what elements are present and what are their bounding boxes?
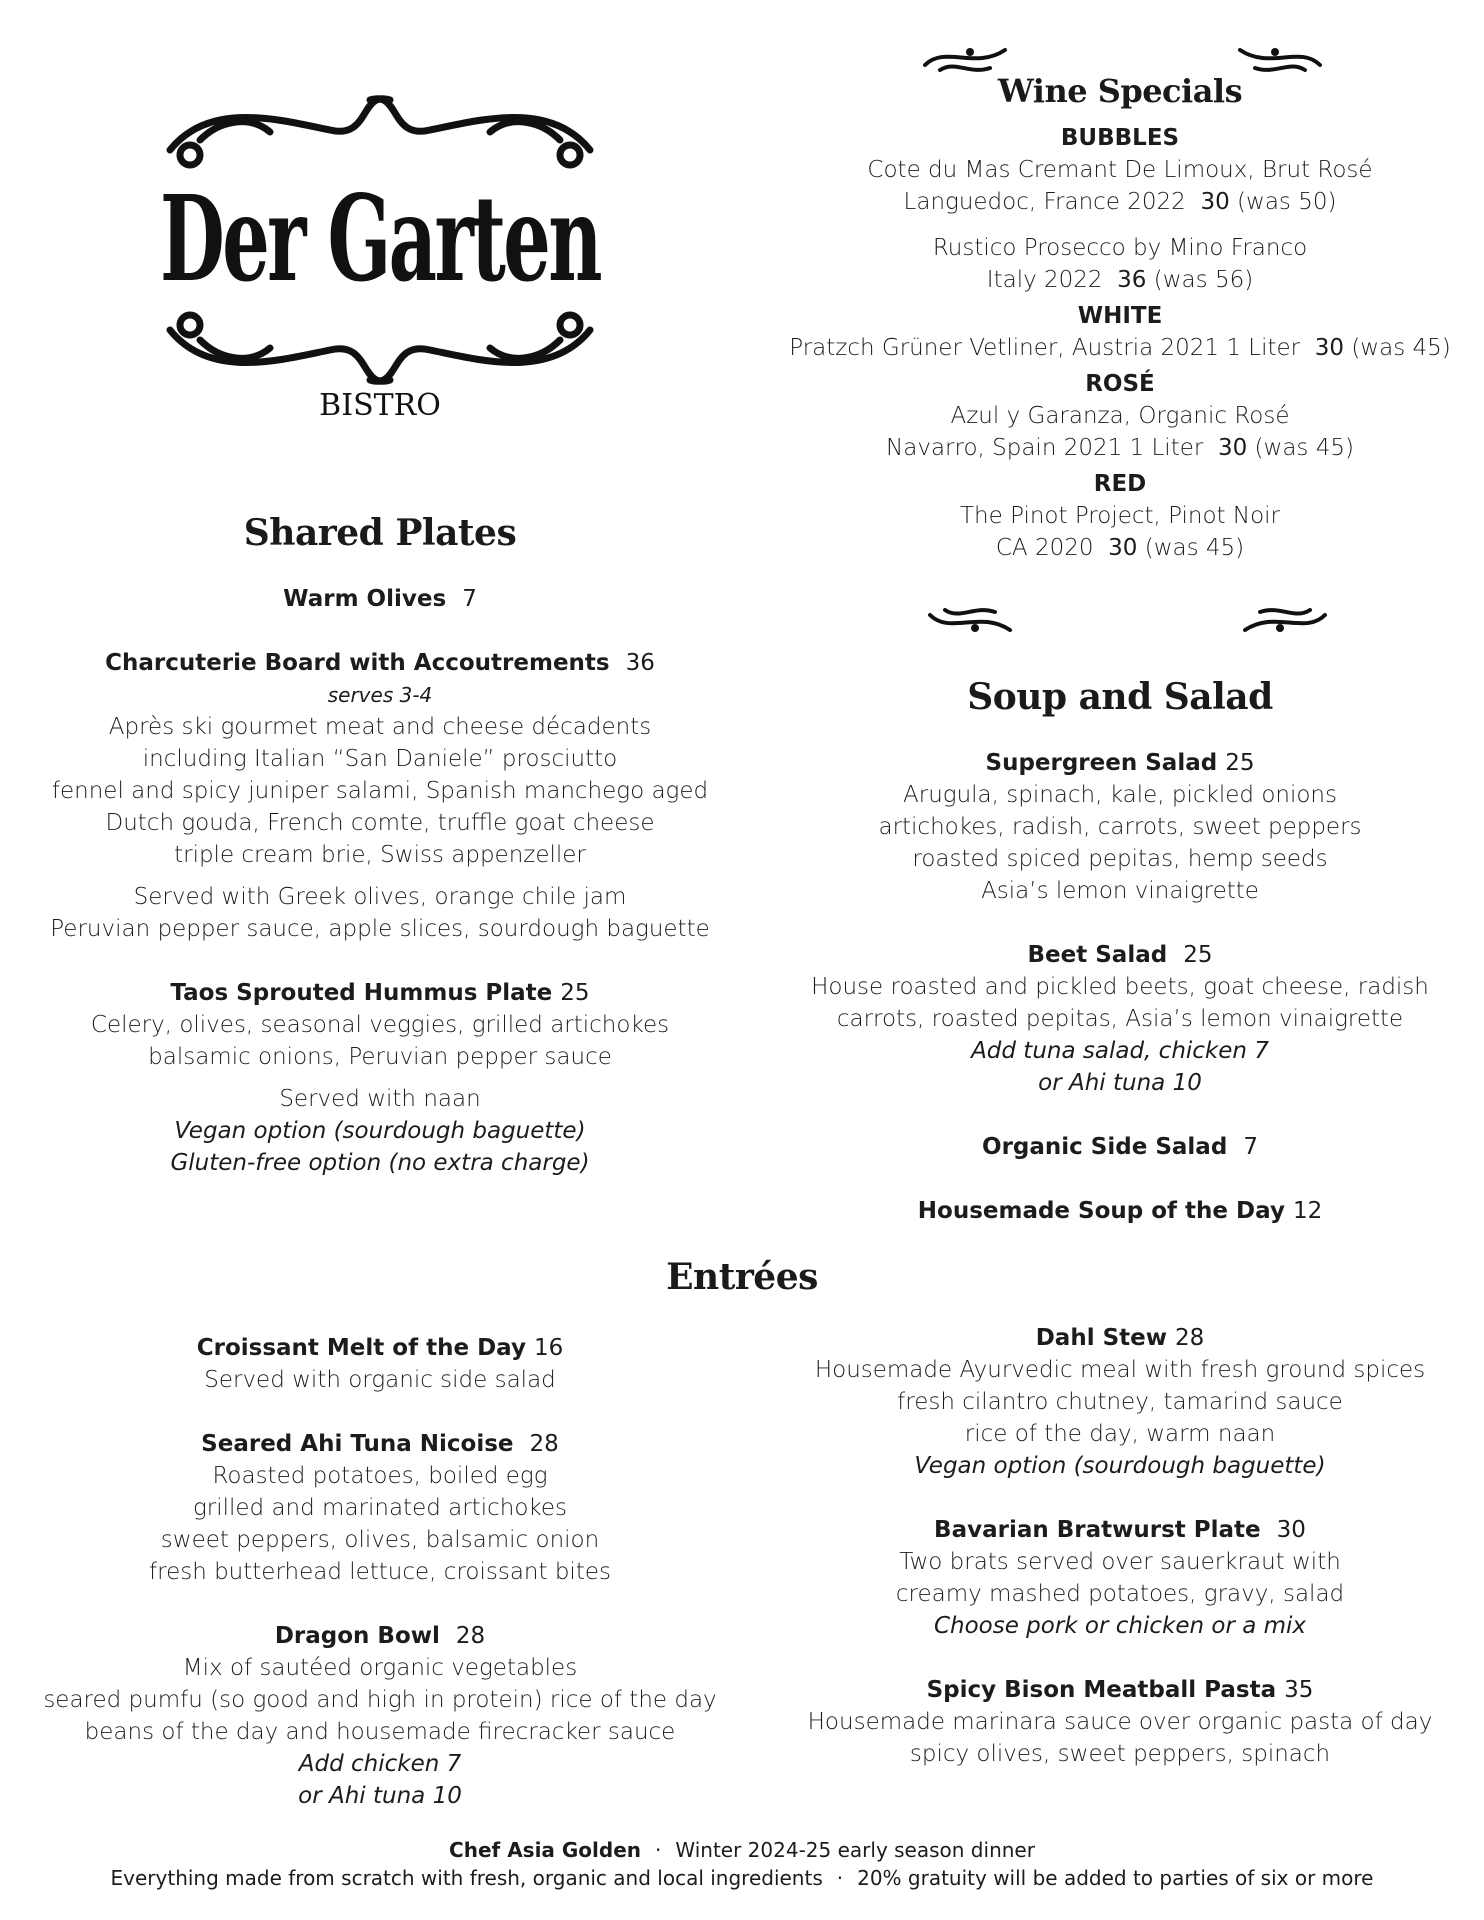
item-name: Dahl Stew — [1035, 1325, 1167, 1351]
shared-plates-title: Shared Plates — [243, 512, 517, 554]
soup-and-salad — [780, 672, 1460, 1259]
wine-line: Azul y Garanza, Organic Rosé — [950, 403, 1290, 429]
item-desc: roasted spiced pepitas, hemp seeds — [912, 846, 1328, 872]
item-name: Bavarian Bratwurst Plate — [934, 1517, 1261, 1543]
wine-red — [780, 468, 1460, 564]
item-desc: carrots, roasted pepitas, Asia’s lemon vinaigrette — [836, 1006, 1404, 1032]
menu-item-supergreen — [780, 747, 1460, 907]
item-price: 16 — [533, 1335, 564, 1361]
item-name: Spicy Bison Meatball Pasta — [926, 1677, 1277, 1703]
item-price: 7 — [1243, 1134, 1258, 1160]
item-add: or Ahi tuna 10 — [1038, 1070, 1202, 1096]
item-name: Beet Salad — [1027, 942, 1168, 968]
item-price: 36 — [625, 650, 655, 676]
item-desc: Two brats served over sauerkraut with — [899, 1549, 1341, 1575]
item-add: Add chicken 7 — [298, 1751, 462, 1777]
wine-line: The Pinot Project, Pinot Noir — [960, 503, 1280, 529]
wine-line: Italy 2022 — [986, 267, 1103, 293]
wine-was-price: (was 45) — [1254, 435, 1354, 461]
season-note: Winter 2024-25 early season dinner — [675, 1838, 1035, 1862]
item-desc: fresh butterhead lettuce, croissant bites — [149, 1559, 611, 1585]
item-desc: Housemade Ayurvedic meal with fresh ground spices — [814, 1357, 1426, 1383]
wine-specials — [780, 70, 1460, 568]
item-price: 7 — [462, 586, 477, 612]
entrees-right — [780, 1322, 1460, 1802]
wine-price: 30 — [1217, 435, 1248, 461]
logo-subtitle: BISTRO — [319, 388, 441, 423]
wine-line: Languedoc, France 2022 — [903, 189, 1186, 215]
item-name: Seared Ahi Tuna Nicoise — [201, 1431, 514, 1457]
chef-name: Chef Asia Golden — [449, 1838, 642, 1862]
item-price: 28 — [1175, 1325, 1205, 1351]
separator: · — [655, 1838, 662, 1862]
item-desc: Celery, olives, seasonal veggies, grilled artichokes — [90, 1012, 670, 1038]
item-name: Dragon Bowl — [274, 1623, 440, 1649]
flourish-left-icon — [925, 600, 1015, 640]
item-served: Served with Greek olives, orange chile jam — [133, 884, 627, 910]
item-desc: rice of the day, warm naan — [964, 1421, 1276, 1447]
item-option: Vegan option (sourdough baguette) — [914, 1453, 1326, 1479]
item-desc: artichokes, radish, carrots, sweet peppers — [878, 814, 1362, 840]
item-price: 25 — [560, 980, 590, 1006]
item-option: Vegan option (sourdough baguette) — [174, 1118, 586, 1144]
gratuity-note: 20% gratuity will be added to parties of six or more — [857, 1866, 1374, 1890]
item-add: or Ahi tuna 10 — [298, 1783, 462, 1809]
menu-item-croissant-melt — [40, 1332, 720, 1396]
wine-line: CA 2020 — [995, 535, 1094, 561]
wine-heading: WHITE — [1077, 303, 1163, 329]
logo-ornament-icon — [130, 60, 630, 440]
item-price: 28 — [529, 1431, 559, 1457]
item-name: Taos Sprouted Hummus Plate — [170, 980, 553, 1006]
wine-line: Rustico Prosecco by Mino Franco — [932, 235, 1308, 261]
wine-line: Cote du Mas Cremant De Limoux, Brut Rosé — [867, 157, 1373, 183]
item-serves: serves 3-4 — [327, 683, 433, 707]
scratch-note: Everything made from scratch with fresh, organic and local ingredients — [110, 1866, 823, 1890]
flourish-right-icon — [1240, 600, 1330, 640]
wine-prosecco — [780, 232, 1460, 296]
menu-item-warm-olives — [40, 583, 720, 615]
wine-was-price: (was 56) — [1153, 267, 1254, 293]
item-price: 35 — [1284, 1677, 1314, 1703]
item-price: 28 — [455, 1623, 486, 1649]
menu-item-beet-salad — [780, 939, 1460, 1099]
item-desc: fennel and spicy juniper salami, Spanish manchego aged — [51, 778, 709, 804]
wine-white — [780, 300, 1460, 364]
wine-bubbles — [780, 122, 1460, 218]
wine-heading: ROSÉ — [1085, 371, 1155, 397]
item-desc: including Italian “San Daniele” prosciutto — [142, 746, 618, 772]
wine-price: 30 — [1200, 189, 1230, 215]
item-name: Supergreen Salad — [985, 750, 1218, 776]
item-desc: sweet peppers, olives, balsamic onion — [160, 1527, 600, 1553]
item-price: 12 — [1292, 1198, 1323, 1224]
item-option: Choose pork or chicken or a mix — [933, 1613, 1307, 1639]
item-name: Croissant Melt of the Day — [196, 1335, 526, 1361]
menu-item-dragon-bowl — [40, 1620, 720, 1812]
item-name: Charcuterie Board with Accoutrements — [105, 650, 610, 676]
wine-specials-title: Wine Specials — [997, 72, 1243, 110]
wine-was-price: (was 45) — [1144, 535, 1245, 561]
item-desc: Roasted potatoes, boiled egg — [212, 1463, 548, 1489]
entrees-left — [40, 1332, 720, 1844]
menu-item-dahl-stew — [780, 1322, 1460, 1482]
item-desc: beans of the day and housemade firecracker sauce — [84, 1719, 676, 1745]
separator: · — [836, 1866, 844, 1890]
der-garten-logo — [130, 60, 630, 440]
item-desc: creamy mashed potatoes, gravy, salad — [895, 1581, 1345, 1607]
wine-heading: BUBBLES — [1060, 125, 1180, 151]
entrees-title: Entrées — [666, 1256, 818, 1298]
item-desc: Mix of sautéed organic vegetables — [182, 1655, 578, 1681]
item-option: Gluten-free option (no extra charge) — [170, 1150, 590, 1176]
menu-item-bison-pasta — [780, 1674, 1460, 1770]
menu-item-charcuterie — [40, 647, 720, 945]
item-desc: Housemade marinara sauce over organic pasta of day — [807, 1709, 1433, 1735]
item-desc: Dutch gouda, French comte, truffle goat cheese — [105, 810, 655, 836]
wine-heading: RED — [1093, 471, 1147, 497]
menu-item-side-salad — [780, 1131, 1460, 1163]
wine-line: Navarro, Spain 2021 1 Liter — [886, 435, 1204, 461]
item-desc: triple cream brie, Swiss appenzeller — [174, 842, 586, 868]
item-desc: Asia’s lemon vinaigrette — [981, 878, 1259, 904]
item-price: 30 — [1276, 1517, 1306, 1543]
menu-item-hummus — [40, 977, 720, 1179]
wine-price: 30 — [1314, 335, 1345, 361]
item-desc: seared pumfu (so good and high in protein) rice of the day — [43, 1687, 717, 1713]
item-desc: Arugula, spinach, kale, pickled onions — [903, 782, 1337, 808]
logo-name: Der Garten — [160, 169, 602, 308]
item-price: 25 — [1183, 942, 1213, 968]
wine-was-price: (was 45) — [1351, 335, 1451, 361]
menu-item-ahi-nicoise — [40, 1428, 720, 1588]
menu-item-soup-of-day — [780, 1195, 1460, 1227]
item-name: Warm Olives — [283, 586, 447, 612]
soup-salad-title: Soup and Salad — [967, 676, 1273, 718]
wine-rose — [780, 368, 1460, 464]
shared-plates — [40, 508, 720, 1211]
menu-item-bratwurst — [780, 1514, 1460, 1642]
item-served: Peruvian pepper sauce, apple slices, sourdough baguette — [50, 916, 710, 942]
item-desc: Après ski gourmet meat and cheese décadents — [108, 714, 652, 740]
item-price: 25 — [1225, 750, 1255, 776]
item-desc: balsamic onions, Peruvian pepper sauce — [148, 1044, 612, 1070]
item-name: Housemade Soup of the Day — [917, 1198, 1285, 1224]
item-name: Organic Side Salad — [982, 1134, 1228, 1160]
item-desc: fresh cilantro chutney, tamarind sauce — [897, 1389, 1343, 1415]
wine-was-price: (was 50) — [1237, 189, 1337, 215]
wine-price: 30 — [1108, 535, 1138, 561]
item-desc: House roasted and pickled beets, goat cheese, radish — [811, 974, 1429, 1000]
footer-line-2 — [0, 1864, 1484, 1892]
wine-line: Pratzch Grüner Vetliner, Austria 2021 1 Liter — [789, 335, 1301, 361]
item-desc: Served with organic side salad — [204, 1367, 556, 1393]
item-served: Served with naan — [279, 1086, 481, 1112]
footer-line-1 — [0, 1836, 1484, 1864]
wine-price: 36 — [1117, 267, 1147, 293]
item-add: Add tuna salad, chicken 7 — [971, 1038, 1269, 1064]
item-desc: grilled and marinated artichokes — [192, 1495, 568, 1521]
item-desc: spicy olives, sweet peppers, spinach — [909, 1741, 1331, 1767]
